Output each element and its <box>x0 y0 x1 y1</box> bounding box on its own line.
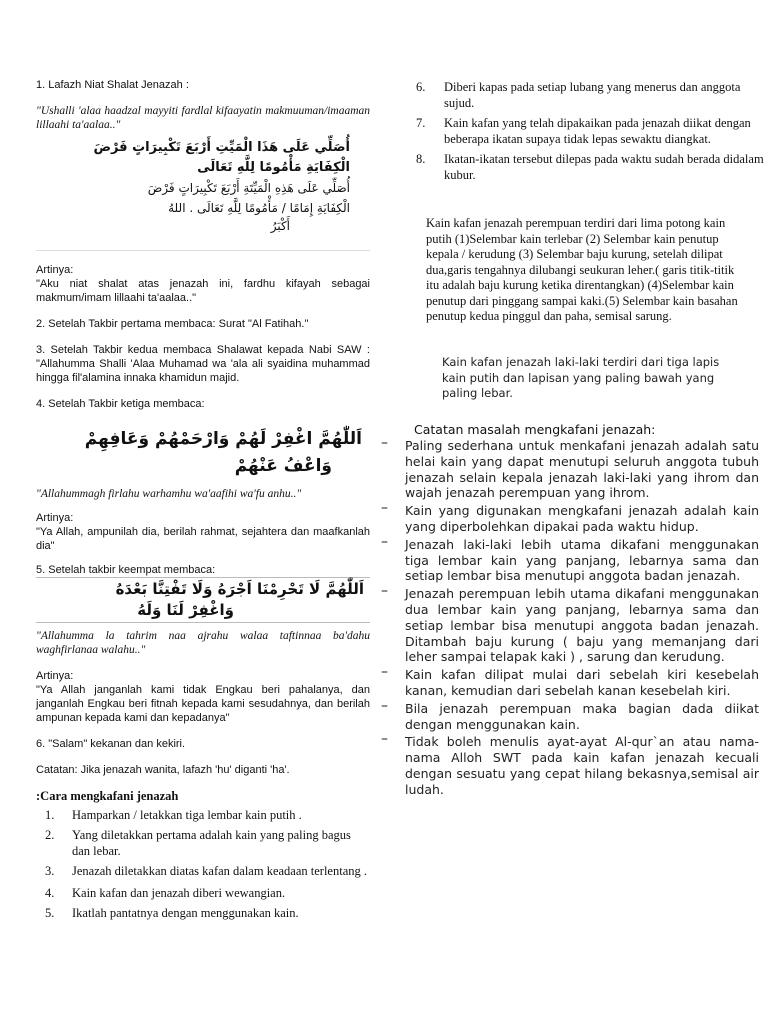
takbir-4-artinya-text: "Ya Allah janganlah kami tidak Engkau beri pahalanya, dan janganlah Engkau beri fitnah kepada kami sesudahnya, dan berilah ampunan kepada kami dan kepadanya" <box>36 684 370 724</box>
list-text: Jenazah laki-laki lebih utama dikafani menggunakan tiga lembar kain yang panjang, lebarnya sama dan setiap lembar bisa menutupi anggota badan jenazah. <box>405 536 759 584</box>
cara-heading: :Cara mengkafani jenazah <box>36 789 179 803</box>
list-number: 2. <box>45 828 55 842</box>
list-text: Yang diletakkan pertama adalah kain yang paling bagus dan lebar. <box>72 828 351 858</box>
takbir-2-text: 3. Setelah Takbir kedua membaca Shalawat kepada Nabi SAW : "Allahumma Shalli 'Alaa Muhamad wa 'ala ali syaidina muhammad hingga fil'alamina innaka khamidun majid. <box>36 344 370 384</box>
list-item <box>381 697 759 733</box>
list-item <box>381 533 759 584</box>
cara-list <box>36 807 370 921</box>
arabic-line-4: الْكِفَايَةِ إِمَامًا / مَأْمُومًا لِلَّهِ تَعَالَى . اللهُ <box>168 201 350 215</box>
dash-bullet-icon: – <box>381 697 388 714</box>
dash-bullet-icon: – <box>381 583 388 600</box>
takbir-3-artinya-text: "Ya Allah, ampunilah dia, berilah rahmat, sejahtera dan maafkanlah dia" <box>36 526 370 552</box>
catatan-wanita: Catatan: Jika jenazah wanita, lafazh 'hu' diganti 'ha'. <box>36 764 290 776</box>
takbir-1-text: 2. Setelah Takbir pertama membaca: Surat "Al Fatihah." <box>36 318 309 330</box>
list-text: Hamparkan / letakkan tiga lembar kain putih . <box>72 808 302 822</box>
takbir-3-artinya-label: Artinya: <box>36 512 74 524</box>
takbir-3-latin: "Allahummagh firlahu warhamhu wa'aafihi wa'fu anhu.." <box>36 488 302 500</box>
takbir-4-heading: 5. Setelah takbir keempat membaca: <box>36 564 216 576</box>
list-text: Bila jenazah perempuan maka bagian dada diikat dengan menggunakan kain. <box>405 700 759 732</box>
takbir-4-latin: "Allahumma la tahrim naa ajrahu walaa taftinnaa ba'dahu waghfirlanaa walahu.." <box>36 630 370 656</box>
left-column <box>36 78 370 921</box>
takbir-4-arabic <box>36 577 370 623</box>
catatan-list <box>381 435 759 798</box>
list-number: 5. <box>45 906 55 920</box>
doa-3-line-2: وَاعْفُ عَنْهُمْ <box>234 456 332 476</box>
list-text: Ikatan-ikatan tersebut dilepas pada waktu sudah berada didalam kubur. <box>444 152 764 182</box>
niat-artinya-text: "Aku niat shalat atas jenazah ini, fardhu kifayah sebagai makmum/imam lillaahi ta'aalaa.." <box>36 278 370 304</box>
list-text: Kain yang digunakan mengkafani jenazah adalah kain yang diperbolehkan dipakai pada waktu hidup. <box>405 503 759 534</box>
dash-bullet-icon: – <box>381 500 388 517</box>
list-number: 8. <box>416 152 426 166</box>
dash-bullet-icon: – <box>381 435 388 451</box>
list-number: 1. <box>45 808 55 822</box>
takbir-3-heading: 4. Setelah Takbir ketiga membaca: <box>36 398 205 410</box>
list-item <box>36 827 370 859</box>
list-item <box>36 863 370 879</box>
niat-artinya-label: Artinya: <box>36 264 74 276</box>
takbir-3-arabic <box>36 425 370 481</box>
niat-latin: "Ushalli 'alaa haadzal mayyiti fardlal kifaayatin makmuuman/imaaman lillaahi ta'aalaa.." <box>36 105 370 131</box>
list-item <box>416 115 766 147</box>
dash-bullet-icon: – <box>381 731 388 748</box>
list-item <box>381 731 759 797</box>
list-item <box>36 905 370 921</box>
niat-heading: 1. Lafazh Niat Shalat Jenazah : <box>36 79 189 91</box>
cara-list-continued <box>416 79 766 183</box>
doa-3-line-1: اَللّٰهُمَّ اغْفِرْ لَهُمْ وَارْحَمْهُمْ وَعَافِهِمْ <box>84 429 362 449</box>
list-number: 3. <box>45 864 55 878</box>
arabic-line-2: الْكِفَايَةِ مَأْمُومًا لِلَّهِ تَعَالَى <box>197 160 350 175</box>
list-text: Jenazah perempuan lebih utama dikafani menggunakan dua lembar kain yang panjang, lebarnya sama dan setiap lembar bisa menutupi anggota badan jenazah. Ditambah baju kurung ( baju yang memanjang dari leher sampai telapak kaki ) , sarung dan kerudung. <box>405 586 759 665</box>
arabic-line-3: أُصَلِّي عَلَى هَذِهِ الْمَيِّتَةِ أَرْبَعَ تَكْبِيرَاتٍ فَرْضَ <box>147 181 350 195</box>
list-text: Paling sederhana untuk menkafani jenazah adalah satu helai kain yang dapat menutupi seluruh anggota tubuh jenazah selain kepala jenazah laki-laki yang ihrom dan wajah jenazah perempuan yang ihrom. <box>405 438 759 501</box>
list-item <box>381 583 759 665</box>
list-item <box>416 151 766 183</box>
doa-4-line-2: وَاغْفِرْ لَنَا وَلَهُ <box>137 601 234 619</box>
list-item <box>381 664 759 699</box>
dash-bullet-icon: – <box>381 664 388 681</box>
list-text: Kain kafan dan jenazah diberi wewangian. <box>72 886 286 900</box>
list-number: 7. <box>416 116 426 130</box>
kafan-perempuan-text: Kain kafan jenazah perempuan terdiri dari lima potong kain putih (1)Selembar kain terlebar (2) Selembar kain penutup kepala / kerudung (3) Selembar baju kurung, setelah dilipat dua,garis tengahnya dilubangi seukuran leher.( garis titik-titik itu adalah baju kurung ketika direntangkan) (4)Selembar kain penutup dari pinggang sampai kaki.(5) Selembar kain basahan penutup kedua pinggul dan paha, semisal sarung. <box>426 216 738 323</box>
list-text: Diberi kapas pada setiap lubang yang menerus dan anggota sujud. <box>444 80 741 110</box>
doa-4-line-1: اَللّٰهُمَّ لَا تَحْرِمْنَا اَجْرَهُ وَلَا تَفْتِنَّا بَعْدَهُ <box>115 580 364 598</box>
arabic-line-1: أُصَلِّي عَلَى هَذَا الْمَيِّتِ أَرْبَعَ تَكْبِيرَاتٍ فَرْضَ <box>93 140 350 155</box>
list-text: Kain kafan yang telah dipakaikan pada jenazah diikat dengan beberapa ikatan supaya tidak lepas sewaktu diangkat. <box>444 116 751 146</box>
arabic-line-5: أَكْبَرُ <box>270 219 290 233</box>
takbir-4-artinya-label: Artinya: <box>36 670 74 682</box>
list-number: 6. <box>416 80 426 94</box>
list-text: Kain kafan dilipat mulai dari sebelah kiri kesebelah kanan, kemudian dari sebelah kanan kesebelah kiri. <box>405 667 759 698</box>
list-item <box>36 807 370 823</box>
list-text: Jenazah diletakkan diatas kafan dalam keadaan terlentang . <box>72 864 367 878</box>
list-item <box>381 500 759 535</box>
dash-bullet-icon: – <box>381 533 388 550</box>
catatan-heading: Catatan masalah mengkafani jenazah: <box>414 422 656 437</box>
list-item <box>381 435 759 501</box>
list-item <box>36 885 370 901</box>
list-item <box>416 79 766 111</box>
list-text: Tidak boleh menulis ayat-ayat Al-qur`an atau nama-nama Alloh SWT pada kain kafan jenazah kecuali dengan sesuatu yang cepat hilang bekasnya,semisal air ludah. <box>405 734 759 797</box>
salam-text: 6. "Salam" kekanan dan kekiri. <box>36 738 186 750</box>
list-text: Ikatlah pantatnya dengan menggunakan kain. <box>72 906 299 920</box>
kafan-laki-text: Kain kafan jenazah laki-laki terdiri dari tiga lapis kain putih dan lapisan yang paling bawah yang paling lebar. <box>442 355 720 400</box>
list-number: 4. <box>45 886 55 900</box>
niat-arabic-calligraphy <box>36 138 370 251</box>
